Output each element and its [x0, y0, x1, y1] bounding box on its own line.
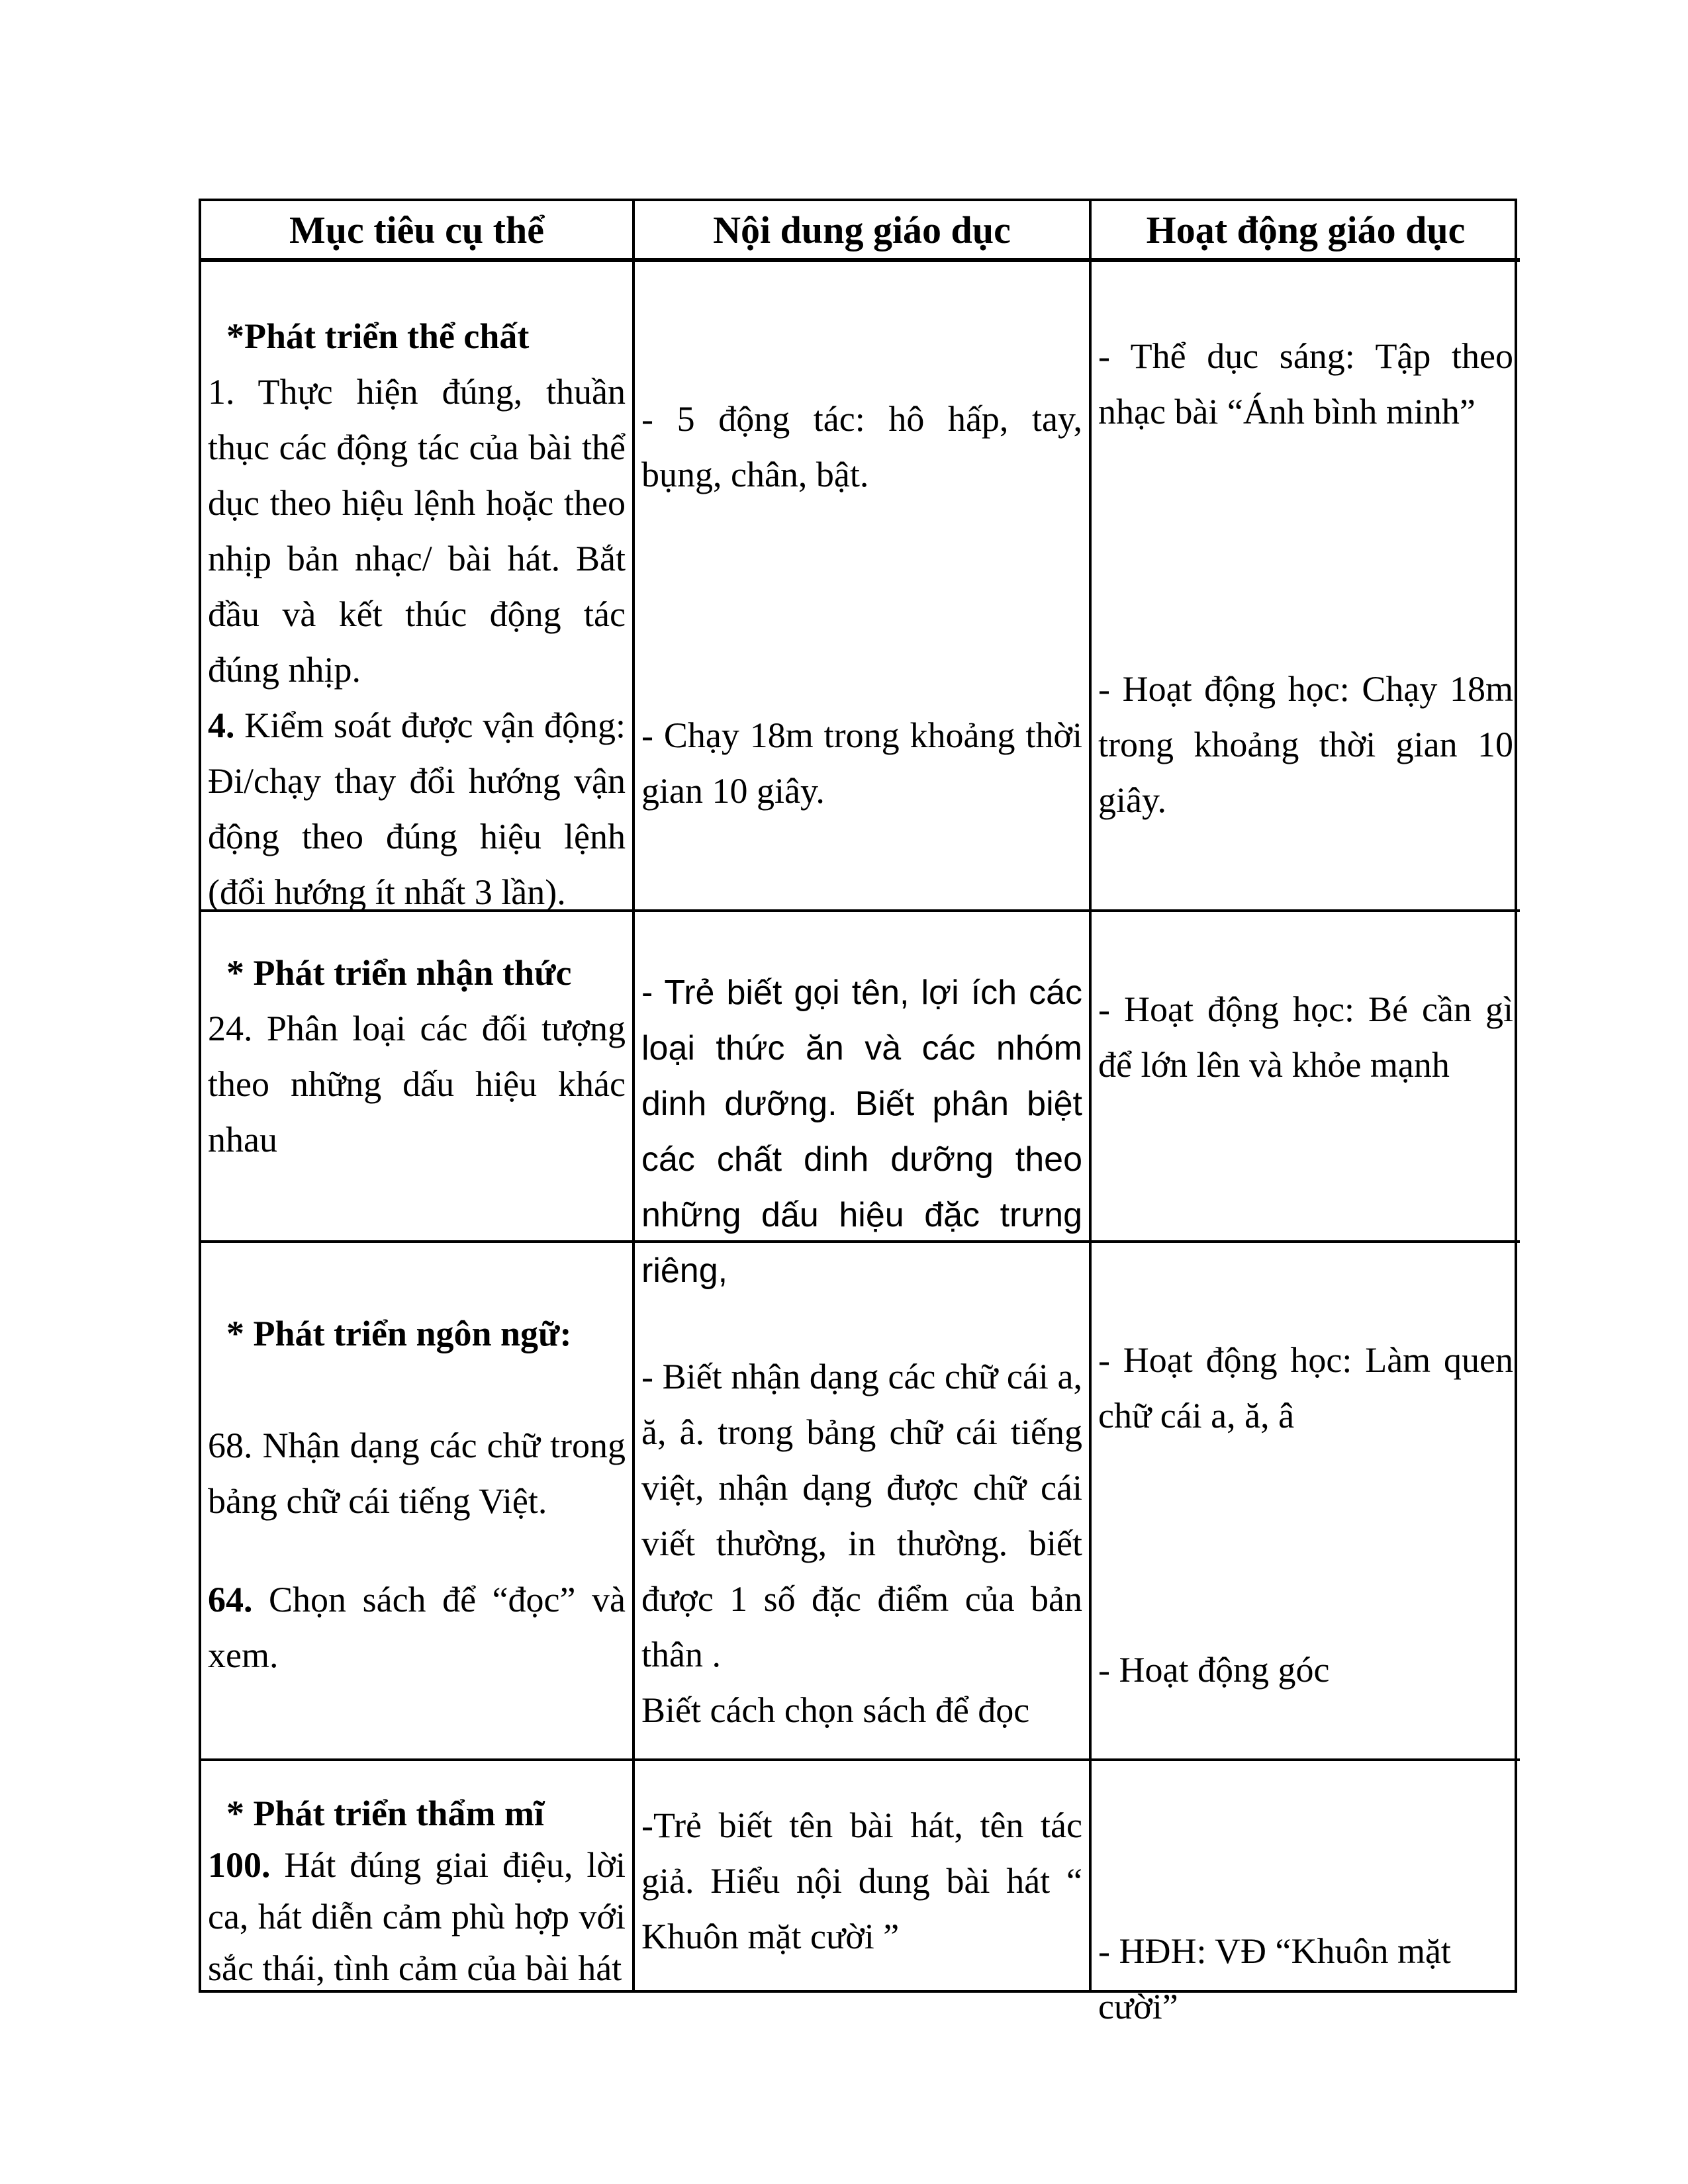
item-number: 1. [208, 372, 235, 412]
content-paragraph: - 5 động tác: hô hấp, tay, bụng, chân, bật. [641, 399, 1082, 494]
objective-title-aesthetic: * Phát triển thẩm mĩ [226, 1794, 544, 1833]
activity-paragraph: - Hoạt động góc [1098, 1650, 1330, 1690]
item-text: Chọn sách để “đọc” và xem. [208, 1580, 626, 1675]
cell-language-content [635, 1243, 1092, 1761]
cell-physical-content [635, 262, 1092, 912]
cell-cognitive-content [635, 912, 1092, 1290]
objective-item-1 [208, 364, 626, 698]
cell-cognitive-objectives [201, 912, 635, 1243]
objective-item-64 [208, 1572, 626, 1683]
objective-title-physical: *Phát triển thể chất [226, 316, 530, 356]
cell-physical-activities [1092, 262, 1520, 912]
item-number: 68. [208, 1426, 253, 1465]
item-number: 100. [208, 1845, 271, 1885]
objective-item-4 [208, 698, 626, 920]
item-text: Phân loại các đối tượng theo những dấu hiệu khác nhau [208, 1009, 626, 1160]
content-paragraph: - Trẻ biết gọi tên, lợi ích các loại thức ăn và các nhóm dinh dưỡng. Biết phân biệt các chất dinh dưỡng theo những dấu hiệu đặc trưng riêng, [641, 974, 1082, 1290]
activity-paragraph: - Hoạt động học: Làm quen chữ cái a, ă, â [1098, 1340, 1513, 1435]
column-header-content: Nội dung giáo dục [635, 201, 1092, 262]
activity-paragraph: - Hoạt động học: Bé cần gì để lớn lên và khỏe mạnh [1098, 989, 1513, 1085]
cell-aesthetic-content [635, 1761, 1092, 1990]
item-text: Kiểm soát được vận động: Đi/chạy thay đổi hướng vận động theo đúng hiệu lệnh (đổi hướng ít nhất 3 lần). [208, 705, 626, 912]
objective-item-100 [208, 1839, 626, 1994]
content-paragraph: - Biết nhận dạng các chữ cái a, ă, â. trong bảng chữ cái tiếng việt, nhận dạng được chữ cái viết thường, in thường. biết được 1 số đặc điểm của bản thân . [641, 1357, 1082, 1674]
item-text: Nhận dạng các chữ trong bảng chữ cái tiếng Việt. [208, 1426, 626, 1521]
activity-paragraph: - Hoạt động học: Chạy 18m trong khoảng thời gian 10 giây. [1098, 669, 1513, 820]
item-number: 24. [208, 1009, 253, 1048]
activity-paragraph: - Thể dục sáng: Tập theo nhạc bài “Ánh bình minh” [1098, 336, 1513, 432]
cell-cognitive-activities [1092, 912, 1520, 1243]
objective-title-language: * Phát triển ngôn ngữ: [226, 1314, 572, 1353]
item-text: Thực hiện đúng, thuần thục các động tác của bài thể dục theo hiệu lệnh hoặc theo nhịp bản nhạc/ bài hát. Bắt đầu và kết thúc động tác đúng nhịp. [208, 372, 626, 690]
content-paragraph: - Chạy 18m trong khoảng thời gian 10 giây. [641, 715, 1082, 811]
objective-item-24 [208, 1001, 626, 1167]
item-number: 4. [208, 705, 235, 745]
item-text: Hát đúng giai điệu, lời ca, hát diễn cảm phù hợp với sắc thái, tình cảm của bài hát [208, 1845, 626, 1988]
objective-title-cognitive: * Phát triển nhận thức [226, 953, 572, 993]
content-paragraph: -Trẻ biết tên bài hát, tên tác giả. Hiểu nội dung bài hát “ Khuôn mặt cười ” [641, 1805, 1082, 1956]
cell-language-objectives [201, 1243, 635, 1761]
column-header-activities: Hoạt động giáo dục [1092, 201, 1520, 262]
cell-aesthetic-objectives [201, 1761, 635, 1990]
curriculum-table [199, 199, 1517, 2026]
cell-physical-objectives [201, 262, 635, 912]
activity-paragraph: - HĐH: VĐ “Khuôn mặt cười” [1098, 1931, 1451, 2026]
item-number: 64. [208, 1580, 253, 1619]
content-paragraph: Biết cách chọn sách để đọc [641, 1690, 1030, 1730]
cell-language-activities [1092, 1243, 1520, 1761]
column-header-objectives: Mục tiêu cụ thể [201, 201, 635, 262]
objective-item-68 [208, 1418, 626, 1529]
cell-aesthetic-activities [1092, 1761, 1520, 2026]
